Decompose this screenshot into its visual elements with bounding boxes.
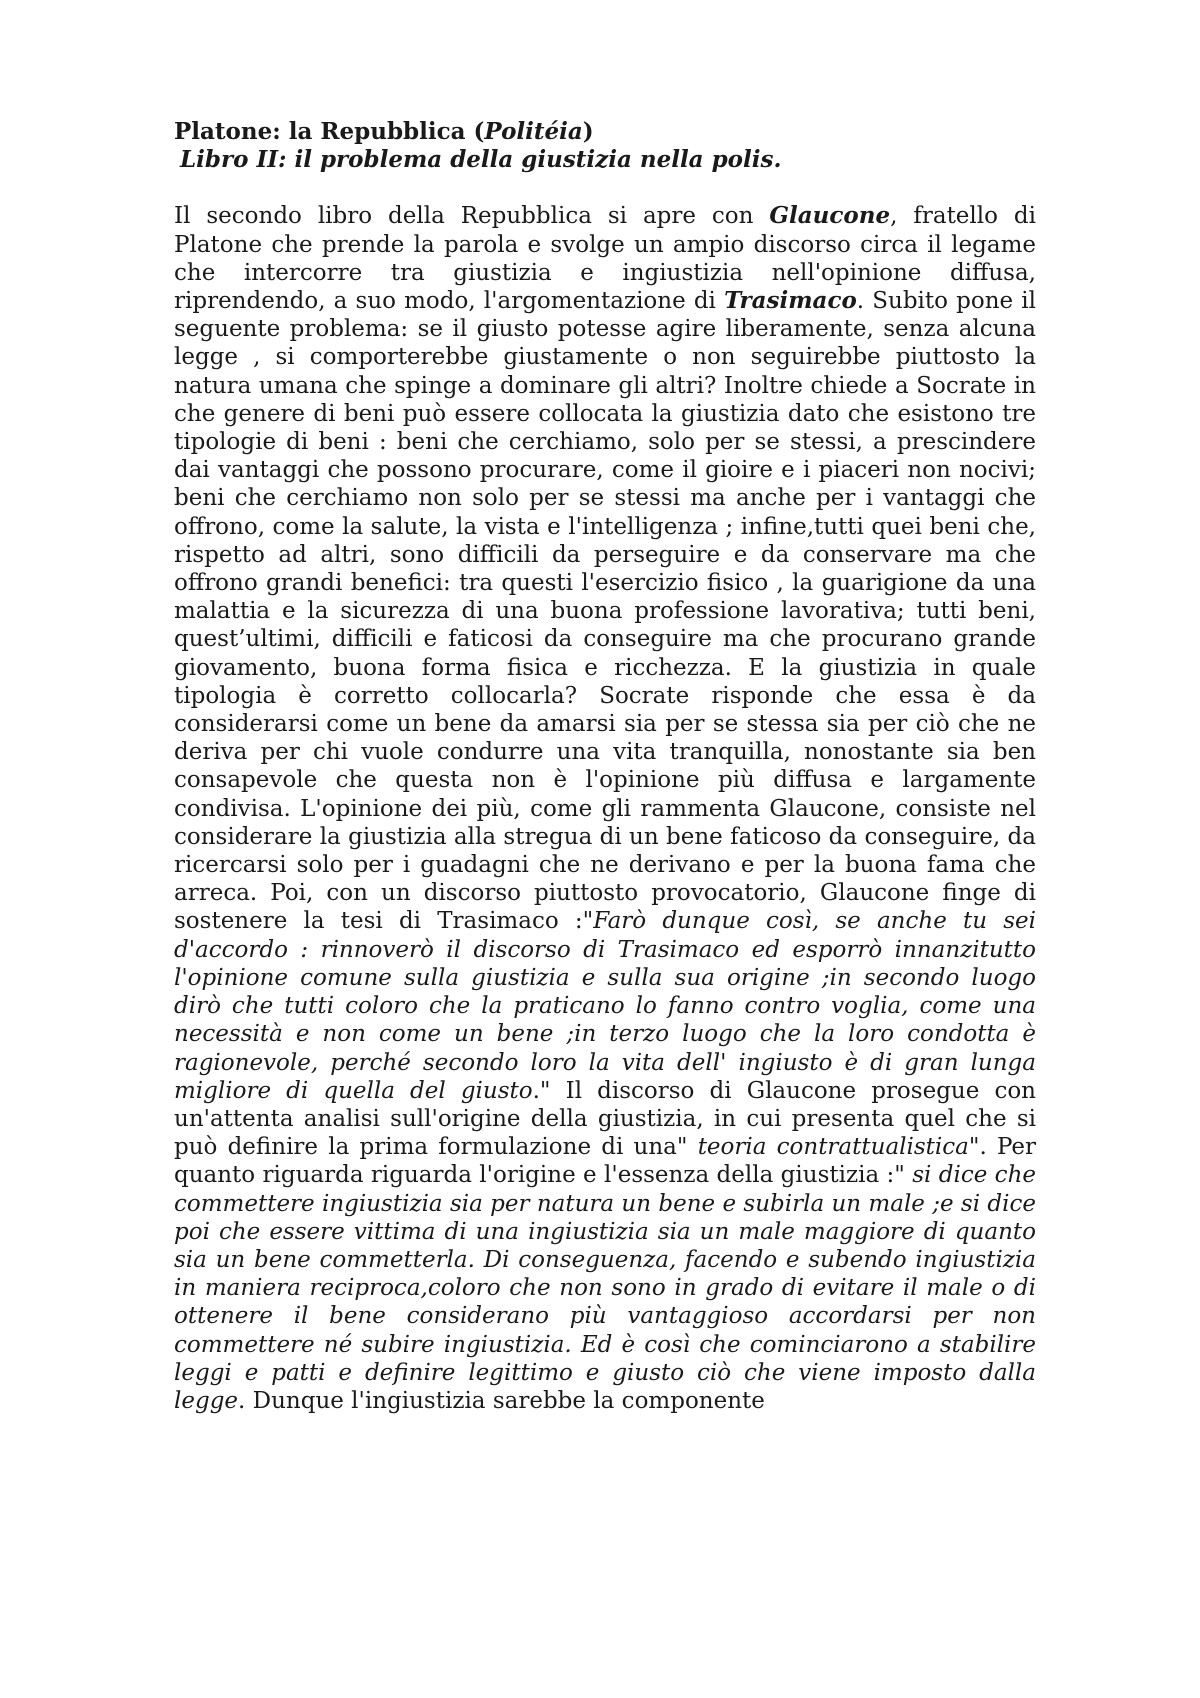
body-segment-3: . Subito pone il seguente problema: se il giusto potesse agire liberamente, senza alcuna legge , si comporterebbe giustamente o non seguirebbe piuttosto la natura umana che spinge a dominare gli altri? Inoltre chiede a Socrate in che genere di beni può essere collocata la giustizia dato che esistono tre tipologie di beni : beni che cerchiamo, solo per se stessi, a prescindere dai vantaggi che possono procurare, come il gioire e i piaceri non nocivi; beni che cerchiamo non solo per se stessi ma anche per i vantaggi che offrono, come la salute, la vista e l'intelligenza ; infine,tutti quei beni che, rispetto ad altri, sono difficili da perseguire e da conservare ma che offrono grandi benefici: tra questi l'esercizio fisico , la guarigione da una malattia e la sicurezza di una buona professione lavorativa; tutti beni, quest’ultimi, difficili e faticosi da conseguire ma che procurano grande giovamento, buona forma fisica e ricchezza. E la giustizia in quale tipologia è corretto collocarla? Socrate risponde che essa è da considerarsi come un bene da amarsi sia per se stessa sia per ciò che ne deriva per chi vuole condurre una vita tranquilla, nonostante sia ben consapevole che questa non è l'opinione più diffusa e largamente condivisa. L'opinione dei più, come gli rammenta Glaucone, consiste nel considerare la giustizia alla stregua di un bene faticoso da conseguire, da ricercarsi solo per i guadagni che ne derivano e per la buona fama che arreca. Poi, con un discorso piuttosto provocatorio, Glaucone finge di sostenere la tesi di Trasimaco :": [174, 288, 1036, 935]
body-paragraph: [174, 202, 1036, 1415]
document-subtitle: Libro II: il problema della giustizia nella polis.: [180, 146, 782, 174]
name-trasimaco: Trasimaco: [724, 287, 857, 315]
title-main: Platone: la Repubblica (: [174, 118, 485, 145]
document-title: [174, 118, 1036, 146]
name-glaucone: Glaucone: [769, 202, 891, 230]
title-close: ): [582, 118, 594, 145]
quote-origine-giustizia: si dice che commettere ingiustizia sia per natura un bene e subirla un male ;e si dice poi che essere vittima di una ingiustizia sia un male maggiore di quanto sia un bene commetterla. Di conseguenza, facendo e subendo ingiustizia in maniera reciproca,coloro che non sono in grado di evitare il male o di ottenere il bene considerano più vantaggioso accordarsi per non commettere né subire ingiustizia. Ed è così che cominciarono a stabilire leggi e patti e definire legittimo e giusto ciò che viene imposto dalla legge: [174, 1162, 1036, 1414]
body-segment-1: Il secondo libro della Repubblica si apre con: [174, 203, 770, 230]
body-segment-4: ." Il discorso di Glaucone prosegue con un'attenta analisi sull'origine della giustizia, in cui presenta quel che si può definire la prima formulazione di una": [174, 1077, 1036, 1161]
title-italic: Politéia: [484, 118, 583, 145]
term-contrattualistica: teoria contrattualistica: [697, 1134, 969, 1161]
body-segment-2: , fratello di Platone che prende la parola e svolge un ampio discorso circa il legame che intercorre tra giustizia e ingiustizia nell'opinione diffusa, riprendendo, a suo modo, l'argomentazione di: [174, 203, 1036, 315]
quote-trasimaco: Farò dunque così, se anche tu sei d'accordo : rinnoverò il discorso di Trasimaco ed esporrò innanzitutto l'opinione comune sulla giustizia e sulla sua origine ;in secondo luogo dirò che tutti coloro che la praticano lo fanno contro voglia, come una necessità e non come un bene ;in terzo luogo che la loro condotta è ragionevole, perché secondo loro la vita dell' ingiusto è di gran lunga migliore di quella del giusto: [174, 908, 1036, 1104]
body-segment-5: ". Per quanto riguarda riguarda l'origine e l'essenza della giustizia :": [174, 1134, 1036, 1189]
document-page: [174, 118, 1036, 1415]
body-segment-6: . Dunque l'ingiustizia sarebbe la componente: [238, 1387, 765, 1414]
